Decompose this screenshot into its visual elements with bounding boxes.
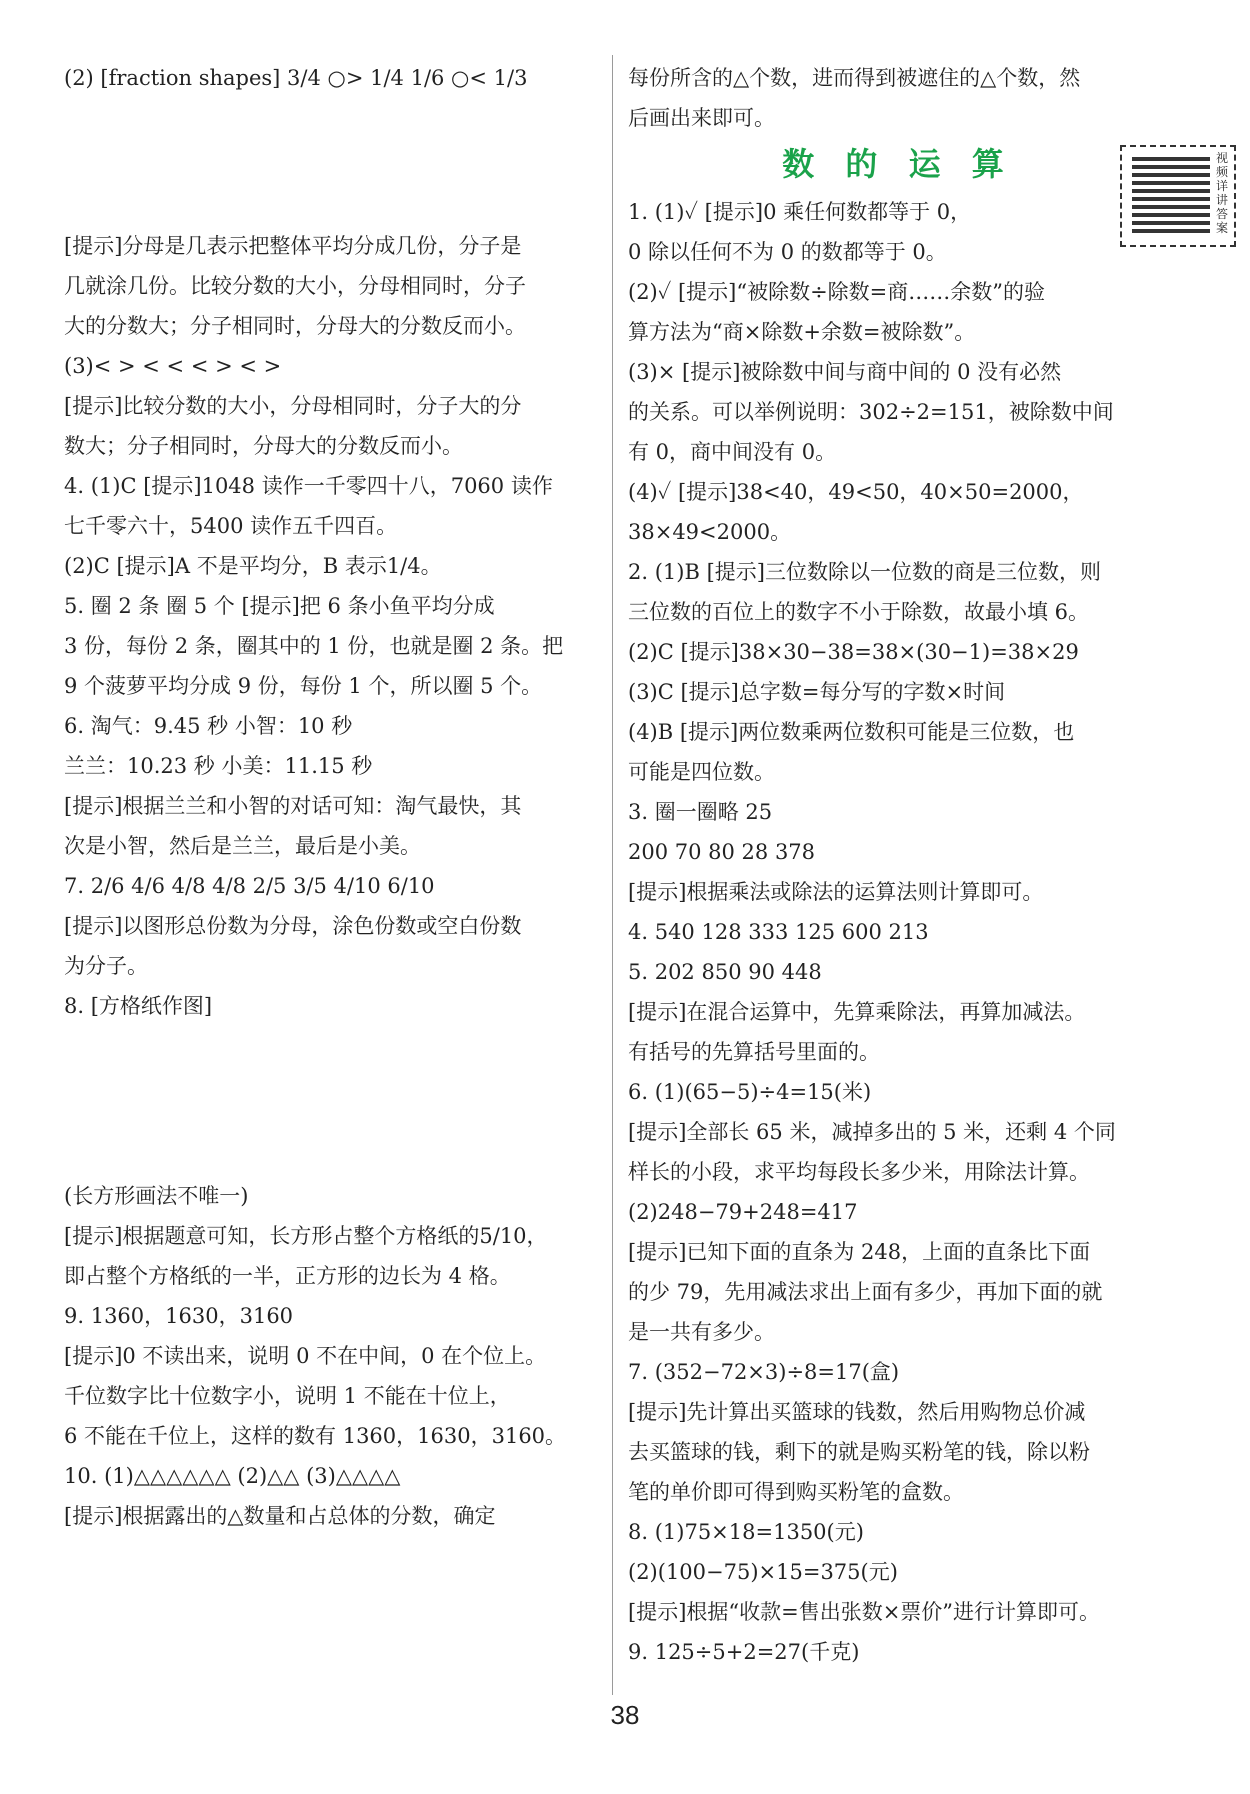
hint-line: 有括号的先算括号里面的。 [628,1040,880,1064]
hint-line: 是一共有多少。 [628,1320,775,1344]
answer-line: 兰兰：10.23 秒 小美：11.15 秒 [64,754,373,778]
answer-line: 38×49<2000。 [628,520,792,544]
answer-line: 三位数的百位上的数字不小于除数，故最小填 6。 [628,600,1090,624]
hint-line: 大的分数大；分子相同时，分母大的分数反而小。 [64,314,526,338]
hint-line: [提示]根据露出的△数量和占总体的分数，确定 [64,1504,496,1528]
answer-line: (2)C [提示]A 不是平均分，B 表示1/4。 [64,554,442,578]
hint-line: 数大；分子相同时，分母大的分数反而小。 [64,434,463,458]
hint-line: 每份所含的△个数，进而得到被遮住的△个数，然 [628,66,1081,90]
answer-line: 8. [方格纸作图] [64,994,213,1018]
answer-line: 9. 1360，1630，3160 [64,1304,294,1328]
column-divider [612,55,613,1695]
right-column [628,58,1168,1672]
hint-line: 笔的单价即可得到购买粉笔的盒数。 [628,1480,964,1504]
section-title: 数 的 运 算 [782,145,1014,183]
answer-line: (3)C [提示]总字数=每分写的字数×时间 [628,680,1006,704]
hint-line: 为分子。 [64,954,148,978]
hint-line: 样长的小段，求平均每段长多少米，用除法计算。 [628,1160,1090,1184]
answer-line: (2)(100−75)×15=375(元) [628,1560,898,1584]
page-number: 38 [610,1700,640,1730]
answer-line: (2) [fraction shapes] 3/4 ○> 1/4 1/6 ○< 1/3 [64,66,528,90]
hint-line: 6 不能在千位上，这样的数有 1360，1630，3160。 [64,1424,567,1448]
hint-line: [提示]根据兰兰和小智的对话可知：淘气最快，其 [64,794,522,818]
answer-line: 200 70 80 28 378 [628,840,816,864]
answer-line: (4)✓ [提示]38<40，49<50，40×50=2000， [628,480,1084,504]
hint-line: [提示]以图形总份数为分母，涂色份数或空白份数 [64,914,522,938]
answer-line: 5. 圈 2 条 圈 5 个 [提示]把 6 条小鱼平均分成 [64,594,495,618]
answer-line: 4. 540 128 333 125 600 213 [628,920,929,944]
answer-line: (2)248−79+248=417 [628,1200,858,1224]
left-column [64,58,594,1536]
answer-line: 0 除以任何不为 0 的数都等于 0。 [628,240,947,264]
hint-line: [提示]全部长 65 米，减掉多出的 5 米，还剩 4 个同 [628,1120,1116,1144]
answer-line: 2. (1)B [提示]三位数除以一位数的商是三位数，则 [628,560,1101,584]
hint-line: 次是小智，然后是兰兰，最后是小美。 [64,834,421,858]
hint-line: [提示]已知下面的直条为 248，上面的直条比下面 [628,1240,1091,1264]
hint-line: [提示]根据乘法或除法的运算法则计算即可。 [628,880,1044,904]
answer-line: 3 份，每份 2 条，圈其中的 1 份，也就是圈 2 条。把 [64,634,564,658]
answer-line: 1. (1)✓ [提示]0 乘任何数都等于 0， [628,200,972,224]
answer-line: 有 0，商中间没有 0。 [628,440,837,464]
hint-line: 去买篮球的钱，剩下的就是购买粉笔的钱，除以粉 [628,1440,1090,1464]
hint-line: 后画出来即可。 [628,106,775,130]
hint-line: [提示]在混合运算中，先算乘除法，再算加减法。 [628,1000,1086,1024]
answer-line: 6. (1)(65−5)÷4=15(米) [628,1080,872,1104]
grid-figure [64,1026,594,1176]
qr-code [1120,145,1236,247]
answer-line: (3)× [提示]被除数中间与商中间的 0 没有必然 [628,360,1062,384]
hint-line: 几就涂几份。比较分数的大小，分母相同时，分子 [64,274,526,298]
hint-line: [提示]比较分数的大小，分母相同时，分子大的分 [64,394,522,418]
answer-line: 7. 2/6 4/6 4/8 4/8 2/5 3/5 4/10 6/10 [64,874,435,898]
answer-line: 算方法为“商×除数+余数=被除数”。 [628,320,976,344]
answer-line: 10. (1)△△△△△△ (2)△△ (3)△△△△ [64,1464,401,1488]
answer-line: 9 个菠萝平均分成 9 份，每份 1 个，所以圈 5 个。 [64,674,543,698]
hint-line: 千位数字比十位数字小，说明 1 不能在十位上， [64,1384,511,1408]
answer-line: 5. 202 850 90 448 [628,960,822,984]
answer-line: (4)B [提示]两位数乘两位数积可能是三位数，也 [628,720,1075,744]
hint-line: [提示]0 不读出来，说明 0 不在中间，0 在个位上。 [64,1344,547,1368]
answer-line: 可能是四位数。 [628,760,775,784]
answer-line: 4. (1)C [提示]1048 读作一千零四十八，7060 读作 [64,474,553,498]
hint-line: 的少 79，先用减法求出上面有多少，再加下面的就 [628,1280,1103,1304]
qr-icon [1132,155,1210,233]
answer-line: 7. (352−72×3)÷8=17(盒) [628,1360,900,1384]
caption-line: (长方形画法不唯一) [64,1184,249,1208]
qr-label: 视频详讲答案 [1216,151,1229,235]
answer-line: 3. 圈一圈略 25 [628,800,773,824]
answer-line: (2)C [提示]38×30−38=38×(30−1)=38×29 [628,640,1079,664]
hint-line: [提示]根据“收款=售出张数×票价”进行计算即可。 [628,1600,1101,1624]
hint-line: [提示]分母是几表示把整体平均分成几份，分子是 [64,234,522,258]
answer-line: 七千零六十，5400 读作五千四百。 [64,514,398,538]
hint-line: [提示]先计算出买篮球的钱数，然后用购物总价减 [628,1400,1086,1424]
answer-line: (2)✓ [提示]“被除数÷除数=商……余数”的验 [628,280,1046,304]
answer-line: 9. 125÷5+2=27(千克) [628,1640,860,1664]
answer-line: 6. 淘气：9.45 秒 小智：10 秒 [64,714,353,738]
hint-line: 即占整个方格纸的一半，正方形的边长为 4 格。 [64,1264,511,1288]
answer-line: 的关系。可以举例说明：302÷2=151，被除数中间 [628,400,1114,424]
answer-line: (3)< > < < < > < > [64,354,282,378]
hint-line: [提示]根据题意可知，长方形占整个方格纸的5/10， [64,1224,548,1248]
fraction-figures [64,98,594,226]
answer-line: 8. (1)75×18=1350(元) [628,1520,864,1544]
